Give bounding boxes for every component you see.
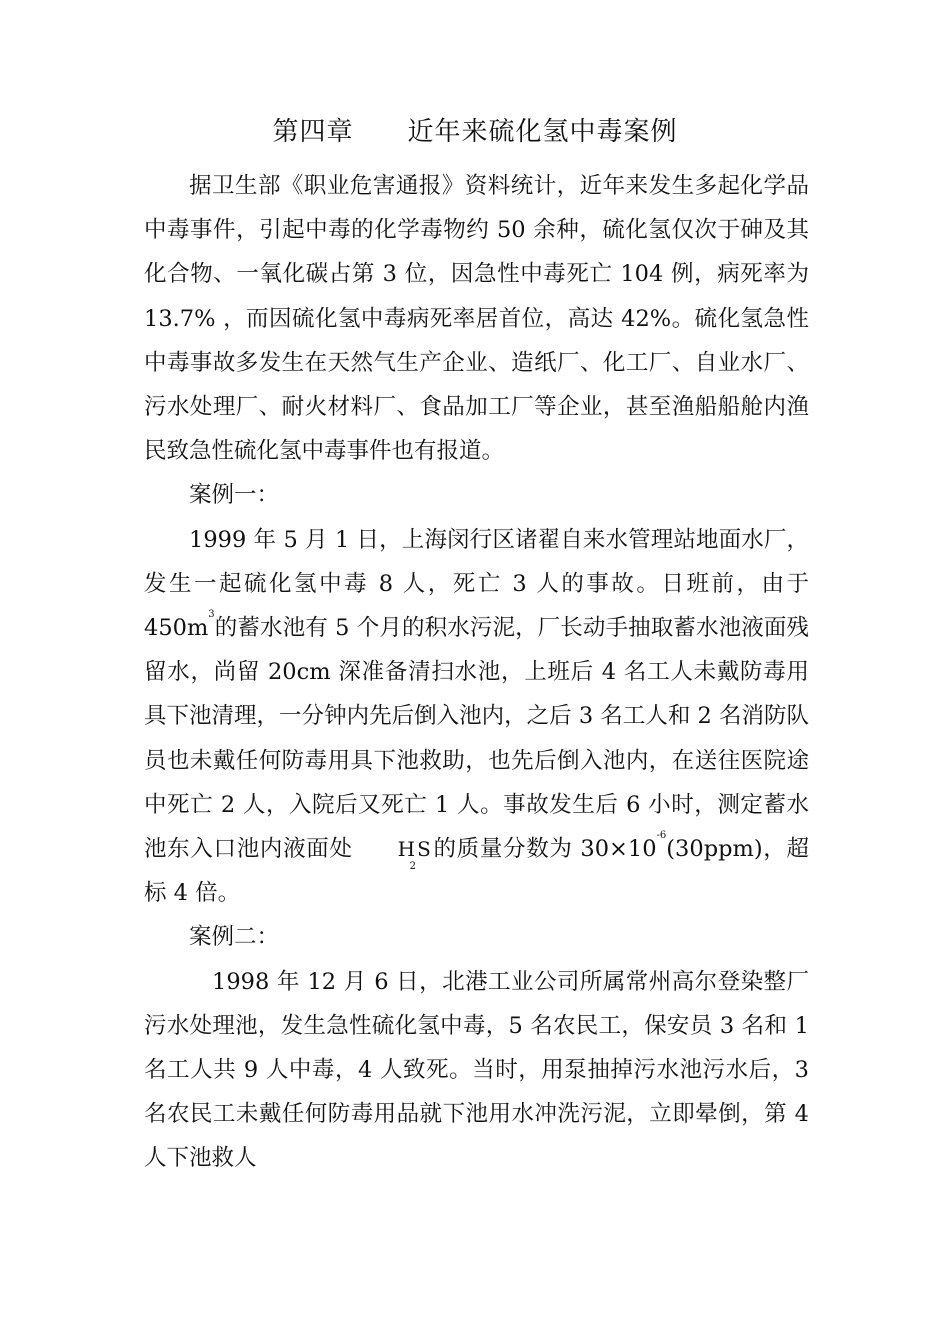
case1-text-c: 的质量分数为 30×10 bbox=[432, 836, 657, 863]
case1-text-a: 1999 年 5 月 1 日，上海闵行区诸翟自来水管理站地面水厂，发生一起硫化氢中毒 8 人，死亡 3 人的事故。日班前，由于 450m bbox=[144, 526, 809, 642]
h2s-formula-subscript: 2 bbox=[409, 861, 417, 873]
h2s-formula bbox=[353, 827, 433, 871]
case1-heading: 案例一： bbox=[189, 482, 280, 509]
exponent-superscript: -6 bbox=[656, 830, 667, 842]
case2-paragraph: 1998 年 12 月 6 日，北港工业公司所属常州高尔登染整厂污水处理池，发生急性硫化氢中毒，5 名农民工，保安员 3 名和 1 名工人共 9 人中毒，4 人致死。当时，用泵抽掉污水池污水后，3 名农民工未戴任何防毒用品就下池用水冲洗污泥，立即晕倒，第 4 人下池救人 bbox=[144, 968, 809, 1172]
document-body bbox=[144, 164, 809, 1181]
case1-text-b: 的蓄水池有 5 个月的积水污泥，厂长动手抽取蓄水池液面残留水，尚留 20cm 深准备清扫水池，上班后 4 名工人未戴防毒用具下池清理，一分钟内先后倒入池内，之后 3 名工人和 2 名消防队员也未戴任何防毒用具下池救助，也先后倒入池内，在送往医院途中死亡 2 人，入院后又死亡 1 人。事故发生后 6 小时，测定蓄水池东入口池内液面处 bbox=[144, 615, 809, 863]
h2s-formula-main: HS bbox=[397, 837, 433, 862]
case1-text-d: (30ppm)，超标 4 倍。 bbox=[144, 836, 809, 907]
chapter-title: 第四章 近年来硫化氢中毒案例 bbox=[272, 117, 678, 147]
volume-unit-superscript: 3 bbox=[208, 609, 215, 621]
case1-paragraph bbox=[144, 518, 809, 916]
intro-paragraph: 据卫生部《职业危害通报》资料统计，近年来发生多起化学品中毒事件，引起中毒的化学毒物约 50 余种，硫化氢仅次于砷及其化合物、一氧化碳占第 3 位，因急性中毒死亡 104 例，病死率为 13.7% ，而因硫化氢中毒病死率居首位，高达 42%。硫化氢急性中毒事故多发生在天然气生产企业、造纸厂、化工厂、自业水厂、污水处理厂、耐火材料厂、食品加工厂等企业，甚至渔船船舱内渔民致急性硫化氢中毒事件也有报道。 bbox=[144, 173, 809, 465]
case2-heading: 案例二： bbox=[189, 924, 280, 951]
